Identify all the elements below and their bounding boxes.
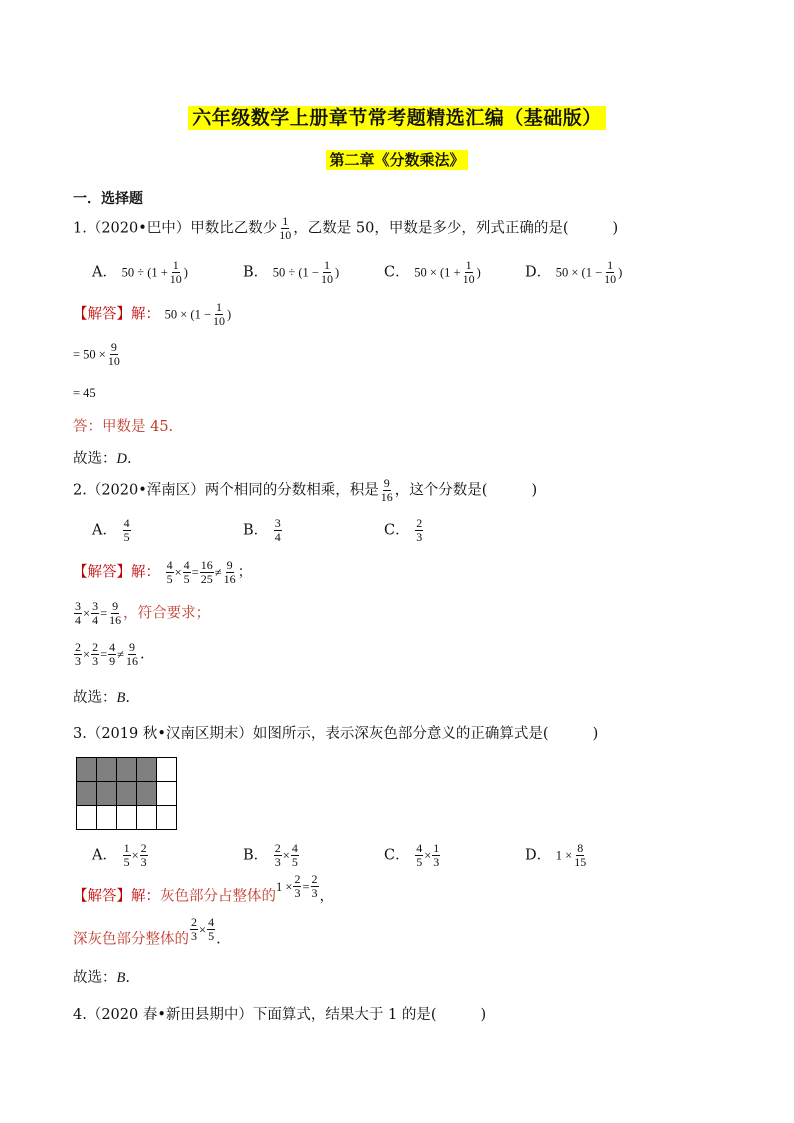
- fraction: $\frac{1}{10}$: [213, 300, 225, 328]
- fraction: $\frac{2}{3}$: [75, 640, 81, 668]
- q3-choose: 故选：B.: [73, 970, 130, 986]
- fraction: $\frac{2}{3}$: [92, 640, 99, 668]
- fraction: $\frac{2}{3}$: [416, 516, 423, 544]
- q1-answer-line1: 【解答】解： 50 × (1 − $\frac{1}{10}$ ): [73, 300, 232, 328]
- fraction: $\frac{2}{3}$: [140, 841, 147, 869]
- fraction: $\frac{2}{3}$: [311, 872, 318, 900]
- fraction-grid-figure: [76, 757, 177, 830]
- fraction: $\frac{9}{16}$: [109, 599, 122, 627]
- page-title: 六年级数学上册章节常考题精选汇编（基础版）: [0, 103, 794, 130]
- q1-option-b: B． 50 ÷ (1 − $\frac{1}{10}$ ): [243, 258, 340, 286]
- q2-option-b: B． $\frac{3}{4}$: [243, 516, 281, 544]
- fraction: $\frac{1}{10}$: [169, 258, 182, 286]
- fraction: $\frac{1}{10}$: [462, 258, 475, 286]
- fraction: $\frac{8}{15}$: [574, 841, 587, 869]
- grid-cell-empty: [77, 806, 97, 830]
- q1-option-c: C． 50 × (1 + $\frac{1}{10}$ ): [384, 258, 481, 286]
- grid-cell-shaded: [117, 782, 137, 806]
- q3-stem: 3.（2019 秋•汉南区期末）如图所示，表示深灰色部分意义的正确算式是( ): [73, 726, 599, 742]
- fraction: $\frac{4}{5}$: [291, 841, 298, 869]
- grid-cell-shaded: [97, 782, 117, 806]
- fraction: $\frac{4}{5}$: [183, 558, 190, 586]
- grid-cell-empty: [97, 806, 117, 830]
- q2-option-a: A． $\frac{4}{5}$: [92, 516, 130, 544]
- grid-cell-shaded: [117, 758, 137, 782]
- fraction: $\frac{3}{4}$: [274, 516, 281, 544]
- grid-cell-shaded: [137, 782, 157, 806]
- q3-answer-line1: 【解答】解：灰色部分占整体的1 × $\frac{2}{3}$ = $\frac{2}{3}$ ，: [73, 872, 334, 905]
- q1-conclusion: 答：甲数是 45.: [73, 419, 174, 435]
- q2-answer-line3: $\frac{2}{3}$ × $\frac{2}{3}$ = $\frac{4}{9}$ ≠ $\frac{9}{16}$ .: [75, 640, 145, 668]
- fraction: $\frac{9}{16}$: [223, 558, 236, 586]
- grid-cell-shaded: [77, 782, 97, 806]
- grid-cell-shaded: [97, 758, 117, 782]
- q2-stem: 2.（2020•浑南区）两个相同的分数相乘，积是 $\frac{9}{16}$ ，这个分数是( ): [73, 476, 538, 504]
- q2-option-c: C． $\frac{2}{3}$: [384, 516, 423, 544]
- q1-choose: 故选：D.: [73, 451, 132, 467]
- grid-cell-empty: [157, 758, 177, 782]
- q3-answer-line2: 深灰色部分整体的 $\frac{2}{3}$ × $\frac{4}{5}$ .: [73, 915, 221, 948]
- q3-option-a: A． $\frac{1}{5}$ × $\frac{2}{3}$: [92, 841, 147, 869]
- chapter-subtitle: 第二章《分数乘法》: [0, 149, 794, 170]
- fraction: $\frac{4}{5}$: [416, 841, 423, 869]
- q1-option-d: D． 50 × (1 − $\frac{1}{10}$ ): [525, 258, 623, 286]
- fraction: $\frac{2}{3}$: [191, 915, 197, 943]
- q4-stem: 4.（2020 春•新田县期中）下面算式，结果大于 1 的是( ): [73, 1007, 487, 1023]
- fraction: $\frac{2}{3}$: [294, 872, 301, 900]
- fraction: $\frac{4}{9}$: [109, 640, 116, 668]
- fraction: $\frac{1}{5}$: [123, 841, 130, 869]
- grid-cell-empty: [137, 806, 157, 830]
- q3-option-b: B． $\frac{2}{3}$ × $\frac{4}{5}$: [243, 841, 298, 869]
- q1-answer-line3: = 45: [73, 386, 96, 400]
- grid-cell-empty: [157, 806, 177, 830]
- grid-cell-shaded: [77, 758, 97, 782]
- fraction: $\frac{4}{5}$: [166, 558, 173, 586]
- q1-answer-line2: = 50 × $\frac{9}{10}$: [73, 340, 120, 368]
- fraction: $\frac{9}{10}$: [107, 340, 120, 368]
- grid-cell-shaded: [137, 758, 157, 782]
- fraction: $\frac{1}{10}$: [604, 258, 617, 286]
- fraction: $\frac{16}{25}$: [200, 558, 213, 586]
- fraction: $\frac{9}{16}$: [126, 640, 138, 668]
- fraction: $\frac{3}{4}$: [92, 599, 99, 627]
- q2-answer-line1: 【解答】解： $\frac{4}{5}$ × $\frac{4}{5}$ = $\frac{16}{25}$ ≠ $\frac{9}{16}$ ；: [73, 558, 253, 586]
- grid-cell-empty: [117, 806, 137, 830]
- q3-option-d: D． 1 × $\frac{8}{15}$: [525, 841, 587, 869]
- q3-option-c: C． $\frac{4}{5}$ × $\frac{1}{3}$: [384, 841, 440, 869]
- fraction: $\frac{1}{10}$: [320, 258, 333, 286]
- fraction: $\frac{1}{3}$: [433, 841, 440, 869]
- fraction: $\frac{4}{5}$: [208, 915, 215, 943]
- fraction: $\frac{1}{10}$: [279, 214, 292, 242]
- fraction: $\frac{3}{4}$: [75, 599, 81, 627]
- q1-stem: 1.（2020•巴中）甲数比乙数少 $\frac{1}{10}$ ，乙数是 50，甲数是多少，列式正确的是( ): [73, 214, 619, 242]
- grid-cell-empty: [157, 782, 177, 806]
- fraction: $\frac{4}{5}$: [123, 516, 130, 544]
- fraction: $\frac{9}{16}$: [380, 476, 393, 504]
- q1-option-a: A． 50 ÷ (1 + $\frac{1}{10}$ ): [92, 258, 188, 286]
- fraction: $\frac{2}{3}$: [274, 841, 281, 869]
- q2-choose: 故选：B.: [73, 690, 130, 706]
- q2-answer-line2: $\frac{3}{4}$ × $\frac{3}{4}$ = $\frac{9}{16}$ ，符合要求；: [75, 599, 211, 627]
- section-heading: 一．选择题: [73, 191, 143, 207]
